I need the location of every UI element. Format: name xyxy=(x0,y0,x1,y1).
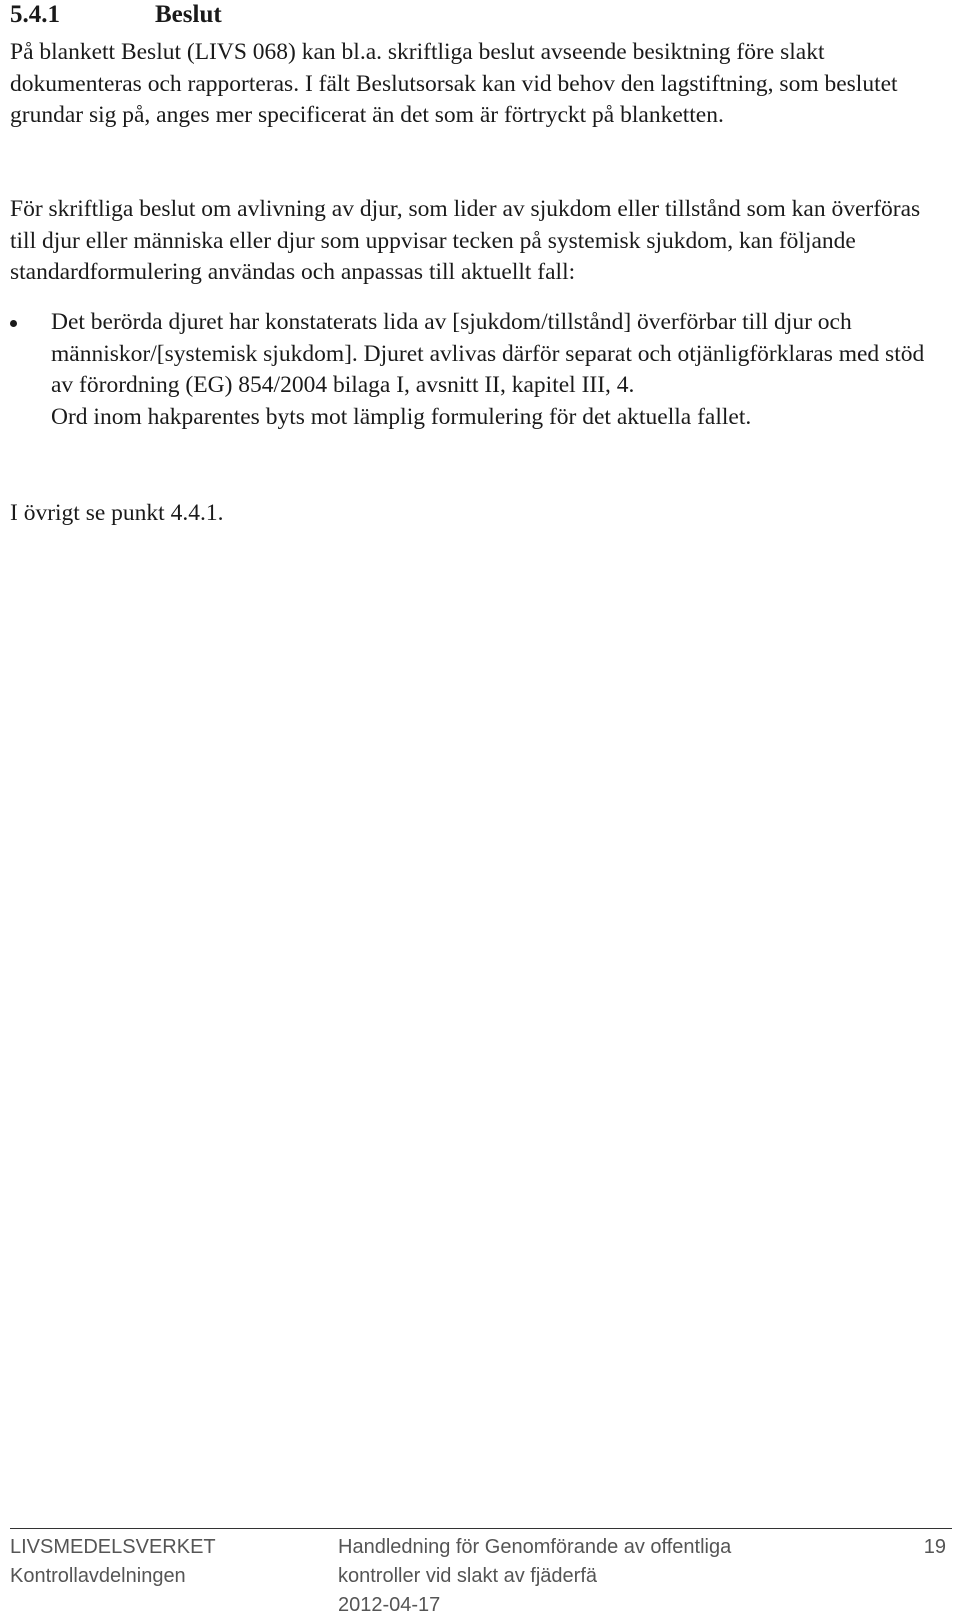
paragraph-skriftliga-beslut: För skriftliga beslut om avlivning av djur, som lider av sjukdom eller tillstånd som kan överföras till djur eller människa eller djur som uppvisar tecken på systemisk sjukdom, kan följande standardformulering användas och anpassas till aktuellt fall: xyxy=(10,196,921,285)
page-number: 19 xyxy=(923,1536,946,1558)
standard-formulation-list xyxy=(10,307,940,433)
footer-department: Kontrollavdelningen xyxy=(10,1565,186,1587)
footer-document-info xyxy=(338,1533,798,1620)
list-item xyxy=(10,307,940,433)
footer-page-number xyxy=(880,1533,946,1562)
footer-date: 2012-04-17 xyxy=(338,1594,441,1616)
standard-formulation-text: Det berörda djuret har konstaterats lida av [sjukdom/tillstånd] överförbar till djur och människor/[systemisk sjukdom]. Djuret avlivas därför separat och otjänligförklaras med stöd av förordning (EG) 854/2004 bilaga I, avsnitt II, kapitel III, 4. xyxy=(51,309,925,398)
footer-divider xyxy=(10,1528,952,1529)
section-number: 5.4.1 xyxy=(10,1,60,28)
paragraph-blankett-beslut: På blankett Beslut (LIVS 068) kan bl.a. skriftliga beslut avseende besiktning före slakt dokumenteras och rapporteras. I fält Beslutsorsak kan vid behov den lagstiftning, som beslutet grundar sig på, anges mer specificerat än det som är förtryckt på blanketten. xyxy=(10,39,898,128)
bullet-icon xyxy=(10,320,17,327)
paragraph-ovrigt: I övrigt se punkt 4.4.1. xyxy=(10,500,224,526)
footer-doc-title-line1: Handledning för Genomförande av offentliga xyxy=(338,1536,732,1558)
footer-org-name: LIVSMEDELSVERKET xyxy=(10,1536,216,1558)
footer-organization xyxy=(10,1533,310,1591)
section-heading xyxy=(10,0,222,30)
footer-doc-title-line2: kontroller vid slakt av fjäderfä xyxy=(338,1565,598,1587)
section-title: Beslut xyxy=(155,1,222,28)
bracket-note: Ord inom hakparentes byts mot lämplig formulering för det aktuella fallet. xyxy=(51,403,752,430)
